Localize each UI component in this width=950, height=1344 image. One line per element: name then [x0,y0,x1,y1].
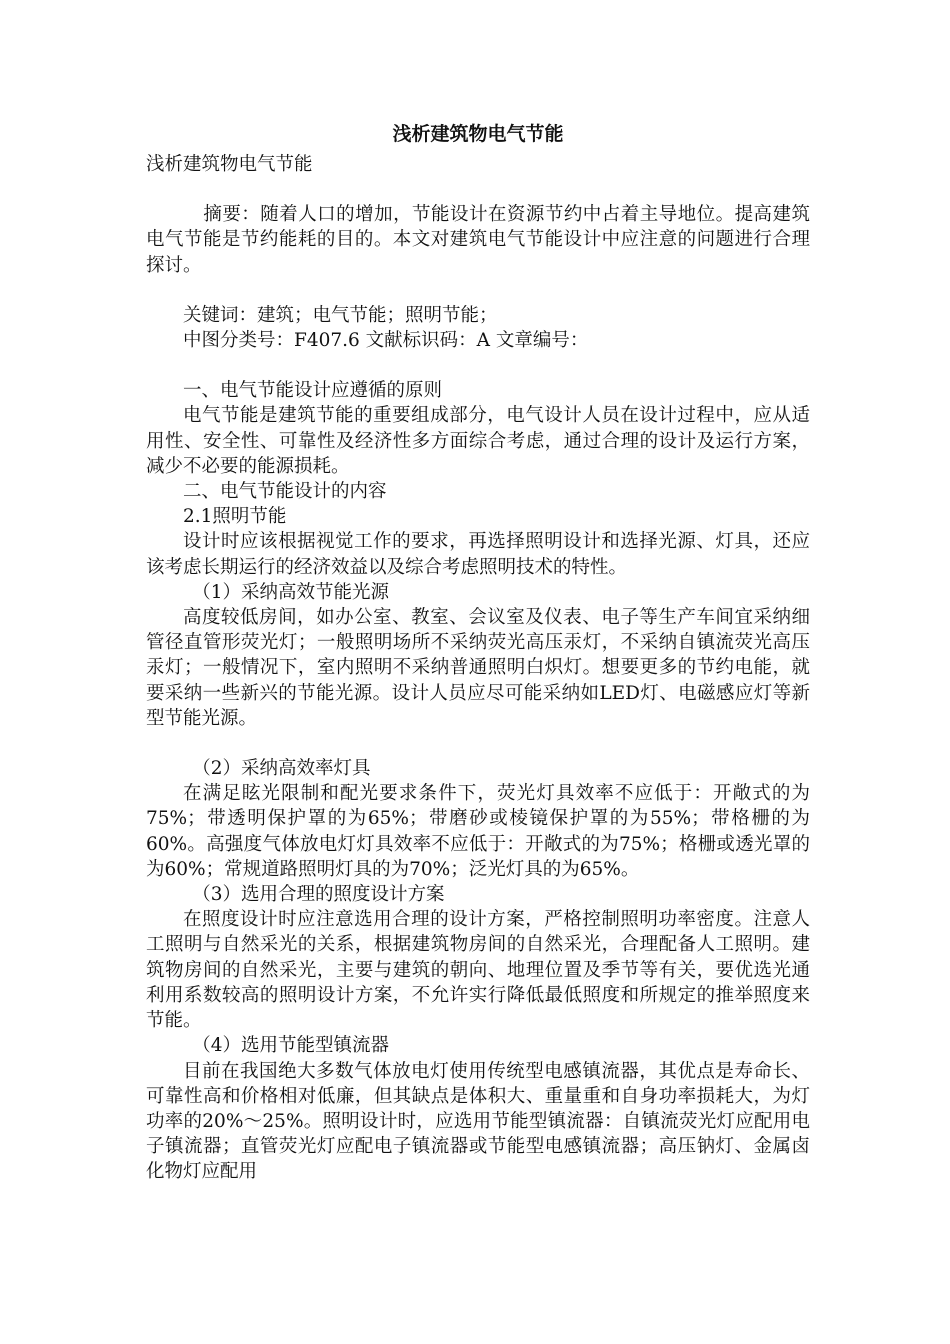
section2-heading: 二、电气节能设计的内容 [183,481,387,503]
keywords-line: 关键词：建筑；电气节能；照明节能； [183,304,498,326]
item3-heading: （3）选用合理的照度设计方案 [192,884,445,906]
document-title: 浅析建筑物电气节能 [392,123,564,145]
item1-body: 高度较低房间，如办公室、教室、会议室及仪表、电子等生产车间宜采纳细管径直管形荧光灯；一般照明场所不采纳荧光高压汞灯，不采纳自镇流荧光高压汞灯；一般情况下，室内照明不采纳普通照明白炽灯。想要更多的节约电能，就要采纳一些新兴的节能光源。设计人员应尽可能采纳如LED灯、电磁感应灯等新型节能光源。 [146,607,810,729]
item2-body: 在满足眩光限制和配光要求条件下，荧光灯具效率不应低于：开敞式的为75%；带透明保护罩的为65%；带磨砂或棱镜保护罩的为55%；带格栅的为60%。高强度气体放电灯灯具效率不应低于：开敞式的为75%；格栅或透光罩的为60%；常规道路照明灯具的为70%；泛光灯具的为65%。 [146,783,810,880]
spacer [146,177,810,202]
section2-1-body: 设计时应该根据视觉工作的要求，再选择照明设计和选择光源、灯具，还应该考虑长期运行的经济效益以及综合考虑照明技术的特性。 [146,531,810,578]
item2-heading: （2）采纳高效率灯具 [192,758,371,780]
section2-1-heading: 2.1照明节能 [183,506,287,528]
item4-heading: （4）选用节能型镇流器 [192,1035,390,1057]
document-page [146,120,810,1185]
spacer [146,353,810,378]
item3-body: 在照度设计时应注意选用合理的设计方案，严格控制照明功率密度。注意人工照明与自然采光的关系，根据建筑物房间的自然采光，合理配备人工照明。建筑物房间的自然采光，主要与建筑的朝向、地理位置及季节等有关，要优选光通利用系数较高的照明设计方案，不允许实行降低最低照度和所规定的推举照度来节能。 [146,909,810,1032]
spacer [146,278,810,303]
spacer [146,731,810,756]
document-subtitle: 浅析建筑物电气节能 [146,154,313,175]
item4-body: 目前在我国绝大多数气体放电灯使用传统型电感镇流器，其优点是寿命长、可靠性高和价格相对低廉，但其缺点是体积大、重量重和自身功率损耗大，为灯功率的20%～25%。照明设计时，应选用节能型镇流器：自镇流荧光灯应配用电子镇流器；直管荧光灯应配电子镇流器或节能型电感镇流器；高压钠灯、金属卤化物灯应配用 [146,1060,810,1183]
abstract-paragraph: 摘要：随着人口的增加，节能设计在资源节约中占着主导地位。提高建筑电气节能是节约能耗的目的。本文对建筑电气节能设计中应注意的问题进行合理探讨。 [146,204,810,276]
section1-heading: 一、电气节能设计应遵循的原则 [183,380,443,402]
section1-body: 电气节能是建筑节能的重要组成部分，电气设计人员在设计过程中，应从适用性、安全性、可靠性及经济性多方面综合考虑，通过合理的设计及运行方案，减少不必要的能源损耗。 [146,405,810,477]
item1-heading: （1）采纳高效节能光源 [192,581,390,603]
classification-line: 中图分类号：F407.6 文献标识码：A 文章编号： [183,330,589,352]
